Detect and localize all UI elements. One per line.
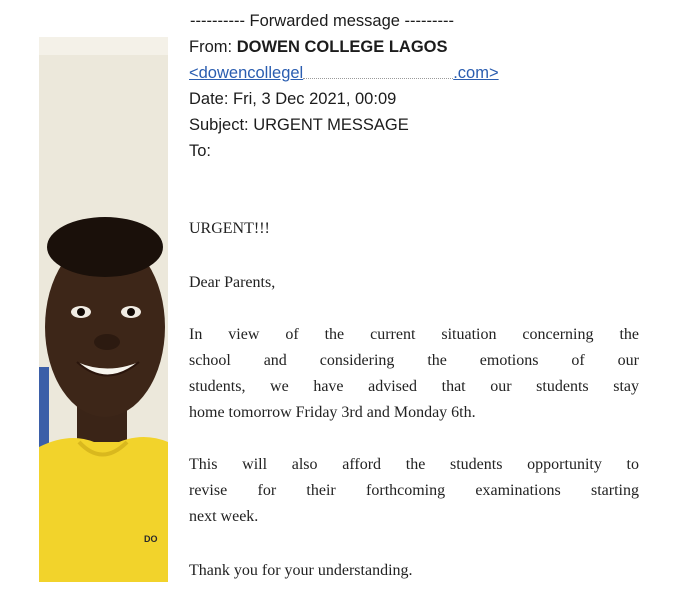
sender-name: DOWEN COLLEGE LAGOS xyxy=(236,38,448,56)
email-message xyxy=(189,8,659,579)
paragraph-2-line: revise for their forthcoming examinations starting xyxy=(189,482,639,499)
paragraph-2 xyxy=(189,452,639,530)
paragraph-2-line: next week. xyxy=(189,508,259,525)
paragraph-2-line: This will also afford the students opportunity to xyxy=(189,456,639,473)
date-value: Fri, 3 Dec 2021, 00:09 xyxy=(233,90,397,108)
sender-email-domain[interactable]: .com> xyxy=(453,64,499,82)
student-portrait-image xyxy=(39,37,168,582)
paragraph-1 xyxy=(189,322,639,426)
sender-email-link[interactable]: <dowencollegel xyxy=(189,64,304,82)
from-label: From: xyxy=(189,38,233,56)
subject-value: URGENT MESSAGE xyxy=(253,116,409,134)
paragraph-1-line: In view of the current situation concerning the xyxy=(189,326,639,343)
sender-email-row xyxy=(189,60,659,86)
date-label: Date: xyxy=(189,90,229,108)
to-label: To: xyxy=(189,142,212,160)
from-row xyxy=(189,34,659,60)
greeting: Dear Parents, xyxy=(189,274,276,291)
urgent-heading: URGENT!!! xyxy=(189,220,270,237)
redacted-email-part xyxy=(303,68,453,79)
paragraph-1-line: school and considering the emotions of our xyxy=(189,352,639,369)
date-row xyxy=(189,86,659,112)
subject-label: Subject: xyxy=(189,116,249,134)
to-row xyxy=(189,138,659,164)
closing-line: Thank you for your understanding. xyxy=(189,562,413,579)
student-photo xyxy=(39,37,168,582)
paragraph-1-line: students, we have advised that our students stay xyxy=(189,378,639,395)
forward-line: ---------- Forwarded message --------- xyxy=(190,12,454,30)
paragraph-1-line: home tomorrow Friday 3rd and Monday 6th. xyxy=(189,404,476,421)
shirt-text: DO xyxy=(144,534,158,544)
subject-row xyxy=(189,112,659,138)
